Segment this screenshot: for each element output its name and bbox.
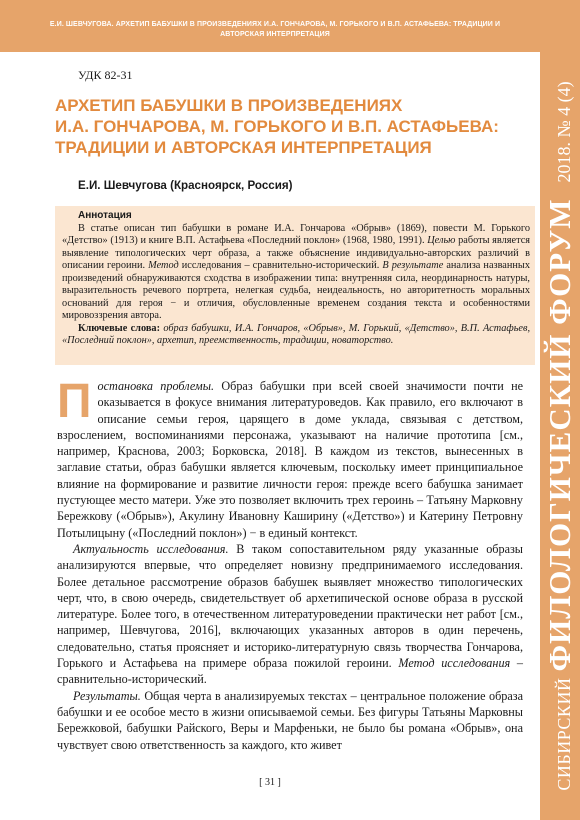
running-title: Е.И. ШЕВЧУГОВА. АРХЕТИП БАБУШКИ В ПРОИЗВЕДЕНИЯХ И.А. ГОНЧАРОВА, М. ГОРЬКОГО И В.П. АСТАФЬЕВА: ТРАДИЦИИ И АВТОРСКАЯ ИНТЕРПРЕТАЦИЯ — [49, 21, 501, 38]
section-label-results: Результаты. — [73, 688, 141, 703]
body-paragraph-3-text: Общая черта в анализируемых текстах – центральное положение образа бабушки и ее особое место в жизни описываемой семьи. Без фигуры Татьяны Марковны Бережковой, бабушки Райского, Веры и Марфеньки, не было бы романа «Обрыв», она чувствует свою ответственность за каждого, кто живет — [57, 688, 523, 752]
body-method-text: – сравнительно-исторический. — [57, 656, 523, 687]
section-label-problem: остановка проблемы. — [97, 379, 215, 393]
journal-sidebar — [540, 52, 580, 820]
keywords-label: Ключевые слова: — [78, 322, 160, 334]
abstract — [62, 210, 530, 348]
journal-prefix: СИБИРСКИЙ — [554, 677, 574, 791]
journal-masthead — [542, 81, 578, 790]
abstract-text — [62, 223, 530, 323]
body-paragraph-1 — [57, 375, 524, 541]
abstract-sentence-2: работы является выявление типологических черт образа, а также объяснение индивидуально-авторских различий в описании героини. — [62, 235, 531, 271]
abstract-sentence-3: исследования – сравнительно-исторический. — [181, 260, 380, 271]
drop-cap: П — [57, 375, 92, 428]
body-paragraph-1-text: Образ бабушки при всей своей значимости почти не оказывается в фокусе внимания литературоведов. Как правило, его включают в описание семьи героя, царящего в доме уклада, связывая с детством, взрослением, воспоминаниями персонажа, указывают на наличие прототипа [см., например, Краснова, 2003; Борковска, 2018]. В каждом из текстов, вынесенных в заглавие статьи, образ бабушки является ключевым, поскольку имеет принципиальное влияние на формирование и развитие личности героя: прежде всего бабушка занимает пустующее место матери. Уже это позволяет включить трех героинь – Татьяну Марковну Бережкову («Обрыв»), Акулину Ивановну Каширину («Детство») и Катерину Петровну Потылицыну («Последний поклон») − в единый контекст. — [57, 379, 524, 540]
section-label-relevance: Актуальность исследования. — [73, 541, 229, 556]
abstract-keywords — [62, 323, 530, 348]
abstract-heading: Аннотация — [78, 210, 132, 221]
running-header — [0, 0, 580, 52]
body-paragraph-2 — [57, 541, 523, 688]
body-paragraph-3 — [57, 688, 523, 753]
abstract-result-label: В результате — [382, 260, 444, 271]
body-paragraph-2-text: В таком сопоставительном ряду указанные образы анализируются впервые, что определяет новизну предпринимаемого исследования. Более детальное рассмотрение образов бабушек выявляет множество типологических черт, что, в свою очередь, свидетельствует об архетипической основе образа в русской литературе. Более того, в отечественном литературоведении практически нет работ [см., например, Шевчугова, 2016], включающих указанных авторов в один перечень, следовательно, статья проясняет и историко-литературную связь творчества Гончарова, Горького и Астафьева на примере образа пожилой героини. — [57, 541, 523, 671]
author-line: Е.И. Шевчугова (Красноярск, Россия) — [78, 179, 293, 192]
journal-issue: 2018. № 4 (4) — [554, 81, 574, 183]
abstract-sentence-4: анализа названных произведений обнаруживаются сходства в изображении типа: внутренняя сила, неординарность натуры, выразительность речевого портрета, нелегкая судьба, неидеальность, но авторитетность моральных оснований для героя − и отличия, обусловленные временем создания текста и особенностями мировоззрения автора. — [62, 260, 530, 321]
title-line-2: И.А. ГОНЧАРОВА, М. ГОРЬКОГО И В.П. АСТАФЬЕВА: — [55, 117, 499, 136]
abstract-method-label: Метод — [148, 260, 179, 271]
abstract-goal-label: Целью — [427, 235, 456, 246]
title-line-3: ТРАДИЦИИ И АВТОРСКАЯ ИНТЕРПРЕТАЦИЯ — [55, 138, 432, 157]
title-line-1: АРХЕТИП БАБУШКИ В ПРОИЗВЕДЕНИЯХ — [55, 96, 403, 115]
page-number: [ 31 ] — [259, 777, 281, 788]
abstract-sentence-1: В статье описан тип бабушки в романе И.А. Гончарова «Обрыв» (1869), повести М. Горького «Детство» (1913) и книге В.П. Астафьева «Последний поклон» (1968, 1980, 1991). — [62, 222, 530, 246]
journal-name: ФИЛОЛОГИЧЕСКИЙ ФОРУМ — [542, 198, 577, 672]
section-label-method: Метод исследования — [398, 656, 511, 671]
article-title — [55, 95, 525, 158]
keywords-list: образ бабушки, И.А. Гончаров, «Обрыв», М. Горький, «Детство», В.П. Астафьев, «Последний поклон», архетип, преемственность, традиции, новаторство. — [62, 322, 531, 346]
article-body — [57, 375, 524, 753]
udk-code: УДК 82-31 — [78, 68, 133, 82]
